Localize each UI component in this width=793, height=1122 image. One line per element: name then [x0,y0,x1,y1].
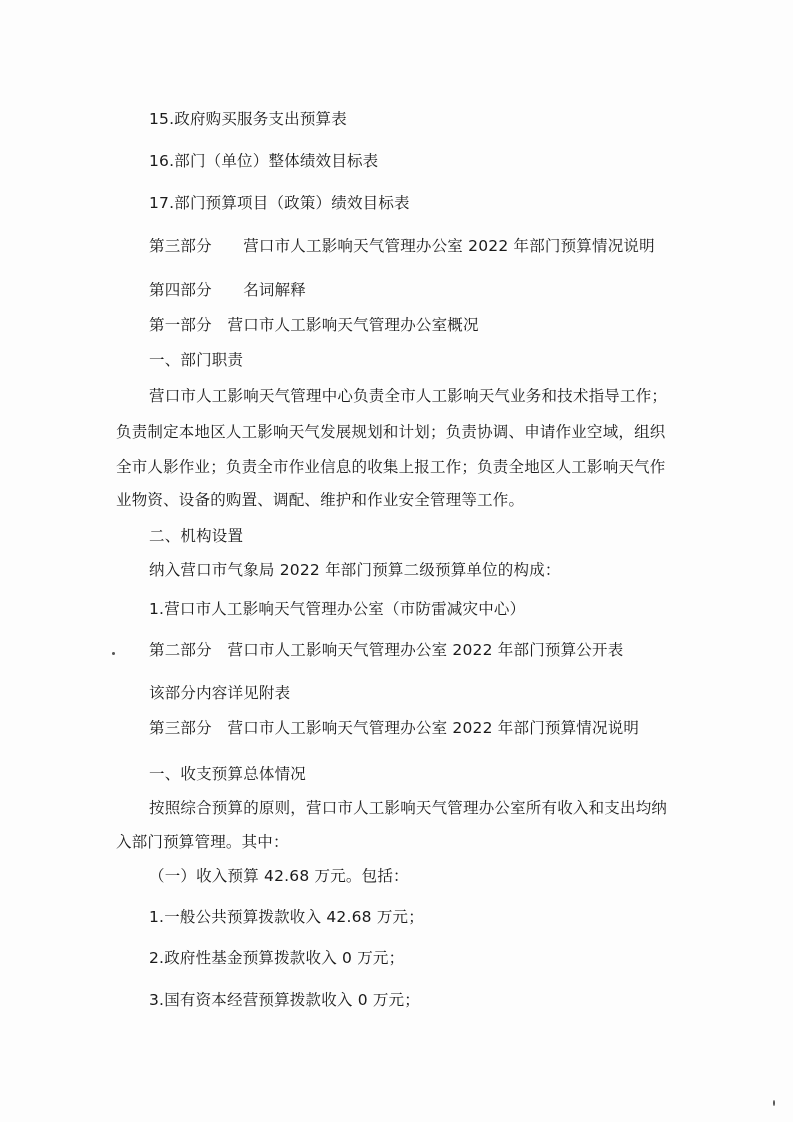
paragraph-line: 负责制定本地区人工影响天气发展规划和计划；负责协调、申请作业空域，组织 [116,423,666,441]
section-heading: 第一部分 营口市人工影响天气管理办公室概况 [149,316,479,334]
scan-speck [112,652,115,655]
text-line: 16.部门（单位）整体绩效目标表 [149,152,379,170]
list-item: 3.国有资本经营预算拨款收入 0 万元； [149,991,421,1009]
paragraph-line: 该部分内容详见附表 [149,684,291,702]
paragraph-line: （一）收入预算 42.68 万元。包括： [149,867,409,885]
paragraph-line: 业物资、设备的购置、调配、维护和作业安全管理等工作。 [116,491,525,509]
list-item: 1.营口市人工影响天气管理办公室（市防雷减灾中心） [149,600,526,618]
paragraph-line: 营口市人工影响天气管理中心负责全市人工影响天气业务和技术指导工作； [149,387,668,405]
paragraph-line: 按照综合预算的原则，营口市人工影响天气管理办公室所有收入和支出均纳 [149,799,668,817]
subsection-heading: 一、部门职责 [149,351,244,369]
scan-speck [773,1100,775,1106]
subsection-heading: 一、收支预算总体情况 [149,765,307,783]
subsection-heading: 二、机构设置 [149,527,244,545]
section-heading: 第三部分 营口市人工影响天气管理办公室 2022 年部门预算情况说明 [149,237,655,255]
text-line: 17.部门预算项目（政策）绩效目标表 [149,194,410,212]
list-item: 2.政府性基金预算拨款收入 0 万元； [149,949,405,967]
section-heading: 第三部分 营口市人工影响天气管理办公室 2022 年部门预算情况说明 [149,719,640,737]
paragraph-line: 入部门预算管理。其中： [116,833,289,851]
section-heading: 第四部分 名词解释 [149,281,307,299]
text-line: 15.政府购买服务支出预算表 [149,110,347,128]
paragraph-line: 全市人影作业；负责全市作业信息的收集上报工作；负责全地区人工影响天气作 [116,458,666,476]
section-heading: 第二部分 营口市人工影响天气管理办公室 2022 年部门预算公开表 [149,641,624,659]
paragraph-line: 纳入营口市气象局 2022 年部门预算二级预算单位的构成： [149,561,561,579]
list-item: 1.一般公共预算拨款收入 42.68 万元； [149,908,424,926]
